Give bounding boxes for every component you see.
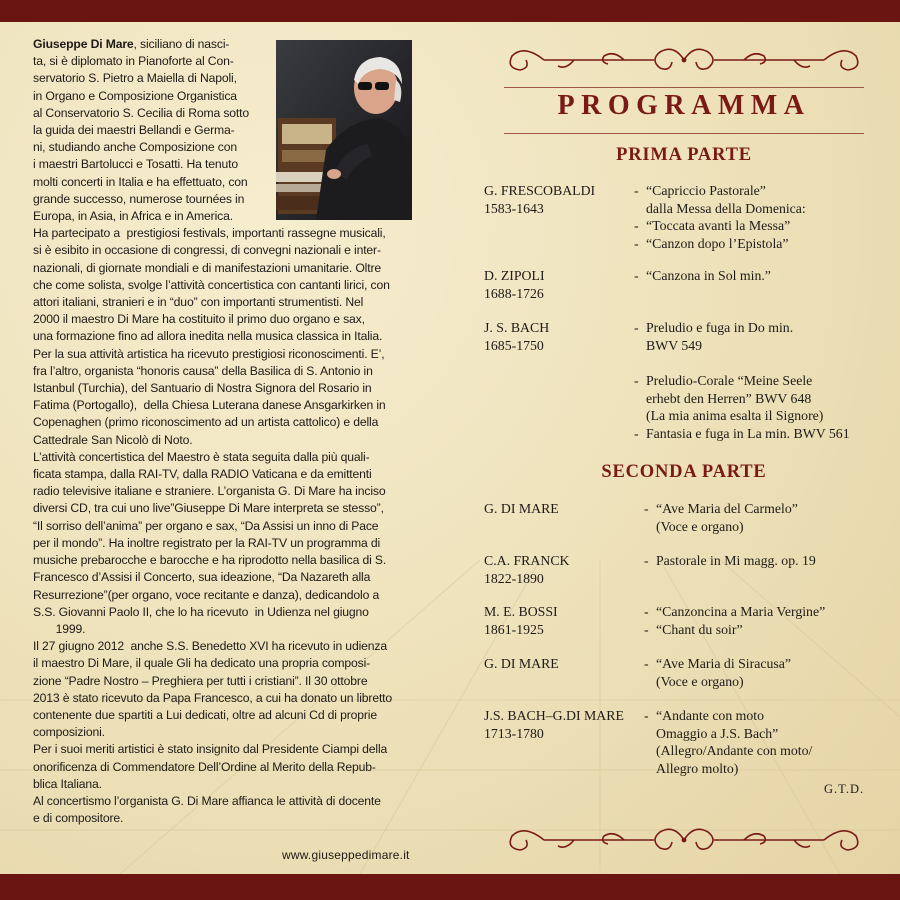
biography-line: radio televisive italiane e straniere. L’organista G. Di Mare ha inciso xyxy=(33,484,386,499)
biography-line: in Organo e Composizione Organistica xyxy=(33,88,237,103)
biography-line: 2000 il maestro Di Mare ha costituito il primo duo organo e sax, xyxy=(33,312,365,327)
biography-line: molti concerti in Italia e ha effettuato, con xyxy=(33,174,248,189)
composer xyxy=(484,319,644,354)
biography-line: i maestri Bartolucci e Tosatti. Ha tenuto xyxy=(33,157,238,172)
dash-bullet: - xyxy=(634,373,639,388)
part-title: SECONDA PARTE xyxy=(601,462,767,482)
composer xyxy=(484,655,644,673)
dash-bullet: - xyxy=(644,604,649,619)
work-title: (Allegro/Andante con moto/ xyxy=(656,743,813,758)
work-title: Allegro molto) xyxy=(656,760,739,776)
composer xyxy=(484,267,644,302)
works-list xyxy=(644,552,816,570)
work-title: - “Canzoncina a Maria Vergine” xyxy=(644,604,826,619)
biography-line: una formazione fino ad allora inedita nella musica classica in Italia. xyxy=(33,329,383,344)
works-list xyxy=(644,603,825,638)
composer-name: J.S. BACH–G.DI MARE xyxy=(484,708,624,723)
biography-line: nazionali, di giornate mondiali e di manifestazioni umanitarie. Oltre xyxy=(33,260,382,275)
biography-line: Copenaghen (primo riconoscimento ad un artista cattolico) e della xyxy=(33,415,379,430)
work-title: - “Ave Maria del Carmelo” xyxy=(644,501,798,516)
dash-bullet: - xyxy=(634,320,639,335)
scroll-ornament-top-icon xyxy=(504,38,864,82)
biography-line: 2013 è stato ricevuto da Papa Francesco, a cui ha donato un libretto xyxy=(33,690,393,705)
title-rule-bottom xyxy=(504,133,864,134)
composer-name: G. DI MARE xyxy=(484,656,559,671)
biography-line: Ha partecipato a prestigiosi festivals, importanti rassegne musicali, xyxy=(33,226,386,241)
biography-line: attori italiani, stranieri e in “duo” con importanti strumentisti. Nel xyxy=(33,295,364,310)
composer-name: G. DI MARE xyxy=(484,501,559,516)
biography-line: Per la sua attività artistica ha ricevuto prestigiosi riconoscimenti. E’, xyxy=(33,346,385,361)
biography-line: Francesco d’Assisi il Concerto, sua ideazione, “Da Nazareth alla xyxy=(33,570,371,585)
biography-line: Al concertismo l’organista G. Di Mare affianca le attività di docente xyxy=(33,793,381,808)
scroll-ornament-bottom-icon xyxy=(504,818,864,862)
biography-intro xyxy=(33,36,269,225)
composer-dates: 1822-1890 xyxy=(484,570,544,586)
work-title: - “Capriccio Pastorale” xyxy=(634,183,766,198)
biography-line: Fatima (Portogallo), della Chiesa Luterana danese Ansgarkirken in xyxy=(33,398,386,413)
composer-name: J. S. BACH xyxy=(484,320,550,335)
works-list xyxy=(634,319,793,354)
dash-bullet: - xyxy=(634,268,639,283)
works-list xyxy=(634,372,850,442)
work-title: - “Chant du soir” xyxy=(644,621,743,637)
biography-line: il maestro Di Mare, il quale Gli ha dedicato una propria composi- xyxy=(33,656,371,671)
biography-line: Giuseppe Di Mare, siciliano di nasci- xyxy=(33,37,230,51)
programme-title: PROGRAMMA xyxy=(557,90,811,121)
biography-line: per il mondo”. Ha inoltre registrato per la RAI-TV un programma di xyxy=(33,535,381,550)
dash-bullet: - xyxy=(634,183,639,198)
work-title: erhebt den Herren” BWV 648 xyxy=(646,390,812,406)
composer-name: G. FRESCOBALDI xyxy=(484,183,596,198)
composer xyxy=(484,500,644,518)
top-band xyxy=(0,0,900,22)
biography-line: al Conservatorio S. Cecilia di Roma sotto xyxy=(33,105,250,120)
composer-dates: 1861-1925 xyxy=(484,621,544,637)
biography-line: musiche prebarocche e barocche e ha riprodotto nella basilica di S. xyxy=(33,553,387,568)
work-title: (Voce e organo) xyxy=(656,518,744,534)
works-list xyxy=(634,267,771,285)
work-title: - Preludio-Corale “Meine Seele xyxy=(634,373,813,388)
work-title: dalla Messa della Domenica: xyxy=(646,200,806,216)
biography-line: blica Italiana. xyxy=(33,776,102,791)
biography-line: Il 27 giugno 2012 anche S.S. Benedetto XVI ha ricevuto in udienza xyxy=(33,639,387,654)
work-title: - Preludio e fuga in Do min. xyxy=(634,320,794,335)
dash-bullet: - xyxy=(644,708,649,723)
biography-line: L’attività concertistica del Maestro è stata seguita dalla più quali- xyxy=(33,449,370,464)
composer xyxy=(484,552,644,587)
biography-line: si è esibito in occasione di congressi, di convegni nazionali e inter- xyxy=(33,243,381,258)
works-list xyxy=(634,182,806,252)
biography-line: ni, studiando anche Composizione con xyxy=(33,140,237,155)
biography-line: Cattedrale San Nicolò di Noto. xyxy=(33,432,193,447)
dash-bullet: - xyxy=(634,235,639,251)
biography-line: servatorio S. Pietro a Maiella di Napoli, xyxy=(33,71,237,86)
composer xyxy=(484,707,644,742)
work-title: BWV 549 xyxy=(646,337,703,353)
organist-photo xyxy=(276,40,412,220)
website-url: www.giuseppedimare.it xyxy=(282,848,410,862)
biography-line: zione “Padre Nostro – Preghiera per tutti i cristiani”. Il 30 ottobre xyxy=(33,673,368,688)
work-title: - “Andante con moto xyxy=(644,708,765,723)
biography-line: Europa, in Asia, in Africa e in America. xyxy=(33,209,233,224)
biography-line: 1999. xyxy=(33,621,86,636)
biography-line: contenente due spartiti a Lui dedicati, oltre ad alcuni Cd di proprie xyxy=(33,707,377,722)
work-title: - “Canzon dopo l’Epistola” xyxy=(634,235,789,251)
dash-bullet: - xyxy=(644,621,649,637)
dash-bullet: - xyxy=(634,218,639,233)
title-rule-top xyxy=(504,87,864,88)
composer-dates: 1688-1726 xyxy=(484,285,544,301)
composer-name: C.A. FRANCK xyxy=(484,553,570,568)
works-list xyxy=(644,707,812,777)
composer-dates: 1685-1750 xyxy=(484,337,544,353)
work-title: - “Toccata avanti la Messa” xyxy=(634,218,791,233)
biography-line: che come solista, svolge l’attività concertistica con cantanti lirici, con xyxy=(33,277,390,292)
biography-line: “Il sorriso dell’anima” per organo e sax, “Da Assisi un inno di Pace xyxy=(33,518,379,533)
bottom-band xyxy=(0,874,900,900)
biography-line: Istanbul (Turchia), del Santuario di Nostra Signora del Rosario in xyxy=(33,381,372,396)
biography-line: ta, si è diplomato in Pianoforte al Con- xyxy=(33,54,234,69)
biography-line: la guida dei maestri Bellandi e Germa- xyxy=(33,123,235,138)
works-list xyxy=(644,655,791,690)
work-title: - “Canzona in Sol min.” xyxy=(634,268,771,283)
dash-bullet: - xyxy=(644,656,649,671)
works-list xyxy=(644,500,798,535)
biography-line: onorificenza di Commendatore Dell’Ordine al Merito della Repub- xyxy=(33,759,376,774)
biography-text xyxy=(33,225,417,827)
work-title: (Voce e organo) xyxy=(656,673,744,689)
composer xyxy=(484,603,644,638)
biography-line: e di compositore. xyxy=(33,811,124,826)
biography-line: fra l’altro, organista “honoris causa” della Basilica di S. Antonio in xyxy=(33,363,373,378)
biography-line: composizioni. xyxy=(33,725,105,740)
composer-name: D. ZIPOLI xyxy=(484,268,545,283)
biography-line: ficata stampa, dalla RAI-TV, dalla RADIO Vaticana e da emittenti xyxy=(33,467,372,482)
dash-bullet: - xyxy=(644,501,649,516)
composer xyxy=(484,182,644,217)
biography-line: Resurrezione”(per organo, voce recitante e danza), dedicandolo a xyxy=(33,587,380,602)
part-title: PRIMA PARTE xyxy=(616,145,752,165)
dash-bullet: - xyxy=(644,553,649,568)
dash-bullet: - xyxy=(634,425,639,441)
work-title: (La mia anima esalta il Signore) xyxy=(646,408,824,423)
organist-photo-icon xyxy=(276,40,412,220)
artist-name: Giuseppe Di Mare xyxy=(33,37,134,51)
biography-line: Per i suoi meriti artistici è stato insignito dal Presidente Ciampi della xyxy=(33,742,388,757)
work-title: Omaggio a J.S. Bach” xyxy=(656,725,779,741)
composer-dates: 1583-1643 xyxy=(484,200,544,216)
work-title: - Fantasia e fuga in La min. BWV 561 xyxy=(634,425,850,441)
biography-line: S.S. Giovanni Paolo II, che lo ha ricevuto in Udienza nel giugno xyxy=(33,604,369,619)
composer-name: M. E. BOSSI xyxy=(484,604,558,619)
work-title: - Pastorale in Mi magg. op. 19 xyxy=(644,553,816,568)
biography-line: diversi CD, tra cui uno live”Giuseppe Di Mare interpreta se stesso”, xyxy=(33,501,384,516)
biography-line: grande successo, numerose tournées in xyxy=(33,191,245,206)
composer-dates: 1713-1780 xyxy=(484,725,544,741)
work-title: - “Ave Maria di Siracusa” xyxy=(644,656,791,671)
signature: G.T.D. xyxy=(824,782,865,796)
